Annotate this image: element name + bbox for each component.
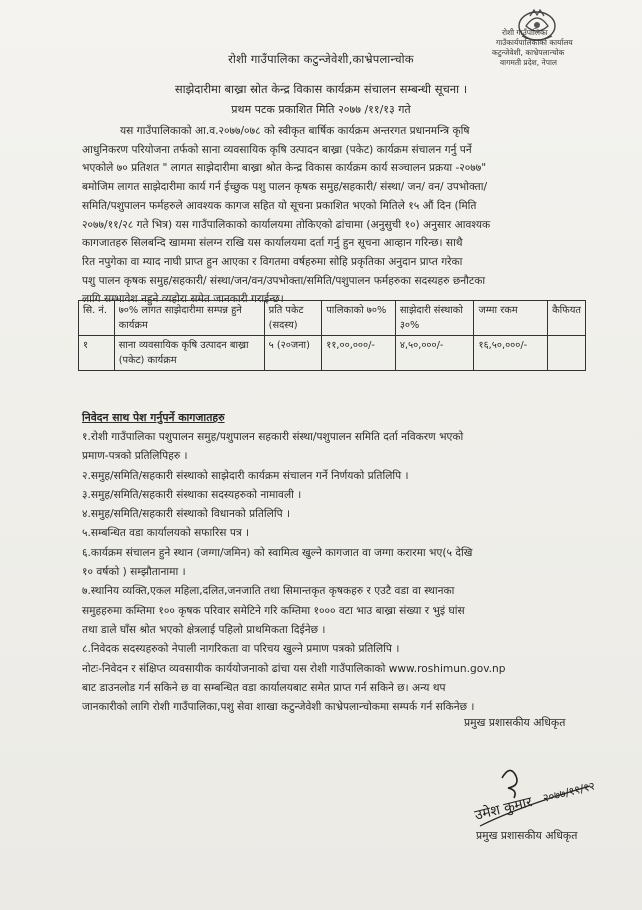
- list-item: १० वर्षको ) सम्झौतानामा ।: [82, 566, 186, 579]
- list-item: ३.समुह/समिति/सहकारी संस्थाका सदस्यहरुको नामावली ।: [82, 488, 302, 501]
- list-item: ६.कार्यक्रम संचालन हुने स्थान (जग्गा/जमिन) को स्वामित्व खुल्ने कागजात वा जग्गा करारमा भए(५ देखि: [82, 546, 473, 559]
- publication-date: प्रथम पटक प्रकाशित मिति २०७७ /११/१३ गते: [231, 103, 411, 116]
- list-item: तथा डाले घाँस श्रोत भएको क्षेत्रलाई पहिलो प्राथमिकता दिईनेछ ।: [82, 623, 326, 636]
- body-line: रित नपुगेका वा म्याद नाघी प्राप्त हुन आएका र विगतमा वर्षहरुमा सोहि प्रकृतिका अनुदान प्राप्त गरेका: [82, 255, 463, 268]
- table-cell: ५ (२०जना): [264, 336, 322, 371]
- table-header: साझेदारी संस्थाको ३०%: [395, 301, 474, 336]
- table-header: कैफियत: [548, 301, 586, 336]
- notice-subject: साझेदारीमा बाख्रा स्रोत केन्द्र विकास कार्यक्रम संचालन सम्बन्धी सूचना ।: [174, 82, 468, 96]
- table-cell: ४,५०,०००/-: [395, 336, 474, 371]
- body-line: आधुनिकरण परियोजना तर्फको साना व्यवसायिक कृषि उत्पादन बाख्रा (पकेट) कार्यक्रम संचालन गर्नु पर्ने: [82, 143, 472, 156]
- list-item: ७.स्थानिय व्यक्ति,एकल महिला,दलित,जनजाति तथा सिमान्तकृत कृषकहरु र एउटै वडा वा स्थानका: [82, 585, 455, 598]
- seal-line: वागमती प्रदेश, नेपाल: [500, 58, 557, 67]
- list-item: प्रमाण-पत्रको प्रतिलिपिहरु ।: [82, 450, 188, 463]
- body-line: २०७७/११/२८ गते भित्र) यस गाउँपालिकाको कार्यालयमा तोकिएको ढांचामा (अनुसुची १०) अनुसार आवश्यक: [82, 218, 491, 231]
- table-header: ७०% लागत साझेदारीमा सम्पन्न हुने कार्यक्रम: [114, 301, 264, 336]
- table-cell: [548, 336, 586, 371]
- body-line: पशु पालन कृषक समुह/सहकारी/ संस्था/जन/वन/उपभोक्ता/समिति/पशुपालन फर्महरुका सदस्यहरु छनौटका: [82, 274, 486, 287]
- body-line: कागजातहरु सिलबन्दि खाममा संलग्न राखि यस कार्यालयमा दर्ता गर्नु हुन सूचना आव्हान गरिन्छ। साथै: [82, 237, 463, 250]
- body-line: समिति/पशुपालन फर्महरुले आवश्यक कागज सहित यो सूचना प्रकाशित भएको मितिले १५ औं दिन (मिति: [82, 199, 477, 212]
- signature-name: उमेश कुमार: [473, 794, 534, 824]
- handwritten-signature: [472, 758, 632, 838]
- list-item: समुहहरुमा कम्तिमा १०० कृषक परिवार समेटिने गरि कम्तिमा १००० वटा भाउ बाख्रा संख्या र भुइं घांस: [82, 604, 465, 617]
- body-line: लागि सम्भावेश नहुने व्यहोरा समेत जानकारी गराईन्छ।: [82, 293, 284, 306]
- table-cell: ११,००,०००/-: [322, 336, 396, 371]
- list-item: ४.समुह/समिति/सहकारी संस्थाको विधानको प्रतिलिपि ।: [82, 508, 290, 521]
- list-item: जानकारीको लागि रोशी गाउँपालिका,पशु सेवा शाखा कटुन्जेवेशी काभ्रेपलान्चोकमा सम्पर्क गर्न सकिनेछ ।: [82, 701, 475, 714]
- list-item: ८.निवेदक सदस्यहरुको नेपाली नागरिकता वा परिचय खुल्ने प्रमाण पत्रको प्रतिलिपि ।: [82, 643, 400, 656]
- program-table: [78, 300, 586, 371]
- signature-date: २०७७/११/१२: [541, 779, 597, 805]
- body-line: भएकोले ७० प्रतिशत " लागत साझेदारीमा बाख्रा श्रोत केन्द्र विकास कार्यक्रम कार्य सञ्चालन प्रक्रया -२०७७": [82, 162, 487, 175]
- body-line: यस गाउँपालिकाको आ.व.२०७७/०७८ को स्वीकृत बार्षिक कार्यक्रम अन्तरगत प्रधानमन्त्रि कृषि: [120, 125, 470, 137]
- list-item: १.रोशी गाउँपालिका पशुपालन समुह/पशुपालन सहकारी संस्था/पशुपालन समिति दर्ता नविकरण भएको: [82, 431, 464, 443]
- table-header: प्रति पकेट (सदस्य): [264, 301, 322, 336]
- requirements-list: [82, 428, 594, 717]
- list-item: ५.सम्बन्धित वडा कार्यालयको सफारिस पत्र ।: [82, 527, 250, 540]
- table-cell: १६,५०,०००/-: [474, 336, 548, 371]
- table-cell: १: [79, 336, 115, 371]
- office-heading: रोशी गाउँपालिका कटुन्जेवेशी,काभ्रेपलान्चोक: [228, 52, 414, 66]
- list-item: बाट डाउनलोड गर्न सकिने छ वा सम्बन्धित वडा कार्यालयबाट समेत प्राप्त गर्न सकिने छ। अन्य थप: [82, 681, 446, 694]
- list-item: नोटः-निवेदन र संक्षिप्त व्यवसायीक कार्ययोजनाको ढांचा यस रोशी गाउँपालिकाको www.roshimun.gov.np: [82, 662, 506, 675]
- seal-line: गाउँकार्यपालिकाको कार्यालय: [496, 38, 573, 47]
- table-header: सि. नं.: [79, 301, 115, 336]
- body-line: बमोजिम लागत साझेदारीमा कार्य गर्न ईच्छुक पशु पालन कृषक समुह/सहकारी/ संस्था/ जन/ वन/ उपभोक्ता/: [82, 181, 488, 194]
- list-item: २.समुह/समिति/सहकारी संस्थाको साझेदारी कार्यक्रम संचालन गर्ने निर्णयको प्रतिलिपि ।: [82, 469, 409, 482]
- signatory-title: प्रमुख प्रशासकीय अधिकृत: [464, 716, 566, 729]
- seal-line: रोशी गाउँपालिका: [502, 28, 548, 37]
- table-header-row: [79, 301, 586, 336]
- notice-body: [82, 122, 592, 309]
- table-cell: साना व्यवसायिक कृषि उत्पादन बाख्रा (पकेट) कार्यक्रम: [114, 336, 264, 371]
- requirements-title: निवेदन साथ पेश गर्नुपर्ने कागजातहरु: [82, 411, 225, 424]
- signatory-subtitle: प्रमुख प्रशासकीय अधिकृत: [476, 829, 578, 842]
- table-header: पालिकाको ७०%: [322, 301, 396, 336]
- table-header: जम्मा रकम: [474, 301, 548, 336]
- seal-line: कटुन्जेवेशी, काभ्रेपलान्चोक: [492, 48, 565, 57]
- table-row: [79, 336, 586, 371]
